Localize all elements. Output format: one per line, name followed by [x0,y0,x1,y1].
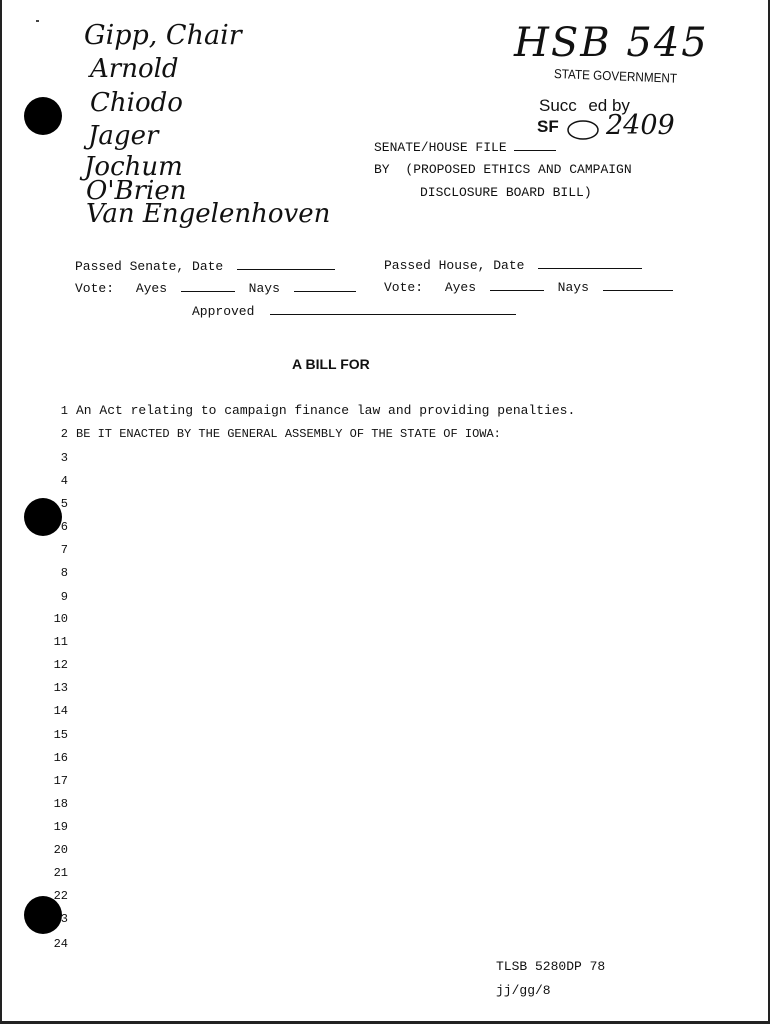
passed-house-row [384,256,642,273]
bill-line-2: BE IT ENACTED BY THE GENERAL ASSEMBLY OF THE STATE OF IOWA: [76,427,501,441]
line-number: 9 [60,590,68,604]
bill-title: A BILL FOR [292,356,370,372]
file-label-text: SENATE/HOUSE FILE [374,140,507,155]
by-label: BY [374,162,390,177]
line-number: 14 [53,704,68,718]
line-number: 1 [60,404,68,418]
committee-member: Jager [88,121,159,151]
ayes-line [490,278,544,291]
line-number: 5 [60,497,68,511]
line-number: 17 [53,774,68,788]
line-number: 18 [53,797,68,811]
file-label [374,138,556,155]
committee-member: Arnold [90,54,179,84]
passed-senate-label: Passed Senate, Date [75,259,224,274]
document-initials: jj/gg/8 [496,983,551,998]
line-number: 13 [53,681,68,695]
line-number: 8 [60,566,68,580]
file-number-handwritten: HSB 545 [514,20,709,66]
line-number: 4 [60,474,68,488]
ayes-label: Ayes [135,281,168,296]
succeeded-by-stamp: Succ ed by [539,96,630,115]
line-number: 15 [53,728,68,742]
committee-member: O'Brien [86,176,187,206]
line-number: 3 [60,912,68,926]
line-number: 10 [53,612,68,626]
nays-label: Nays [557,280,589,295]
approved-row [192,302,516,319]
line-number: 6 [60,520,68,534]
committee-member: Jochum [84,152,183,182]
vote-label: Vote: [384,280,424,295]
line-number: 2 [60,427,68,441]
line-number: 21 [53,866,68,880]
passed-senate-row [75,257,335,274]
circle-mark-icon [564,118,604,142]
document-code: TLSB 5280DP 78 [496,959,606,974]
approved-line [270,302,516,315]
nays-line [603,278,673,291]
line-number: 20 [53,843,68,857]
senate-date-line [237,257,335,270]
house-vote-row [384,278,673,295]
vote-label: Vote: [75,281,115,296]
committee-stamp: STATE GOVERNMENT [553,66,678,86]
line-number: 16 [53,751,68,765]
bill-line-1: An Act relating to campaign finance law and providing penalties. [76,403,576,418]
passed-house-label: Passed House, Date [384,258,525,273]
nays-line [294,279,356,292]
line-number: 12 [53,658,68,672]
by-line [374,162,632,177]
by-text-1: (PROPOSED ETHICS AND CAMPAIGN [405,162,632,177]
committee-member: Chiodo [90,88,183,118]
speck [36,20,39,22]
nays-label: Nays [248,281,280,296]
line-number: 3 [60,451,68,465]
committee-member: Gipp, Chair [84,20,242,51]
line-number: 24 [53,937,68,951]
binder-hole-top [24,97,62,135]
house-date-line [538,256,642,269]
by-text-2: DISCLOSURE BOARD BILL) [420,185,592,200]
committee-member: Van Engelenhoven [86,199,331,229]
line-number: 22 [53,889,68,903]
ayes-label: Ayes [444,280,477,295]
file-number-line [514,138,556,151]
sf-number-handwritten: 2409 [606,110,675,141]
line-number: 11 [53,635,68,649]
line-number: 19 [53,820,68,834]
sf-stamp: SF [537,117,559,136]
senate-vote-row [75,279,356,296]
line-number: 7 [60,543,68,557]
approved-label: Approved [192,304,255,319]
ayes-line [181,279,235,292]
